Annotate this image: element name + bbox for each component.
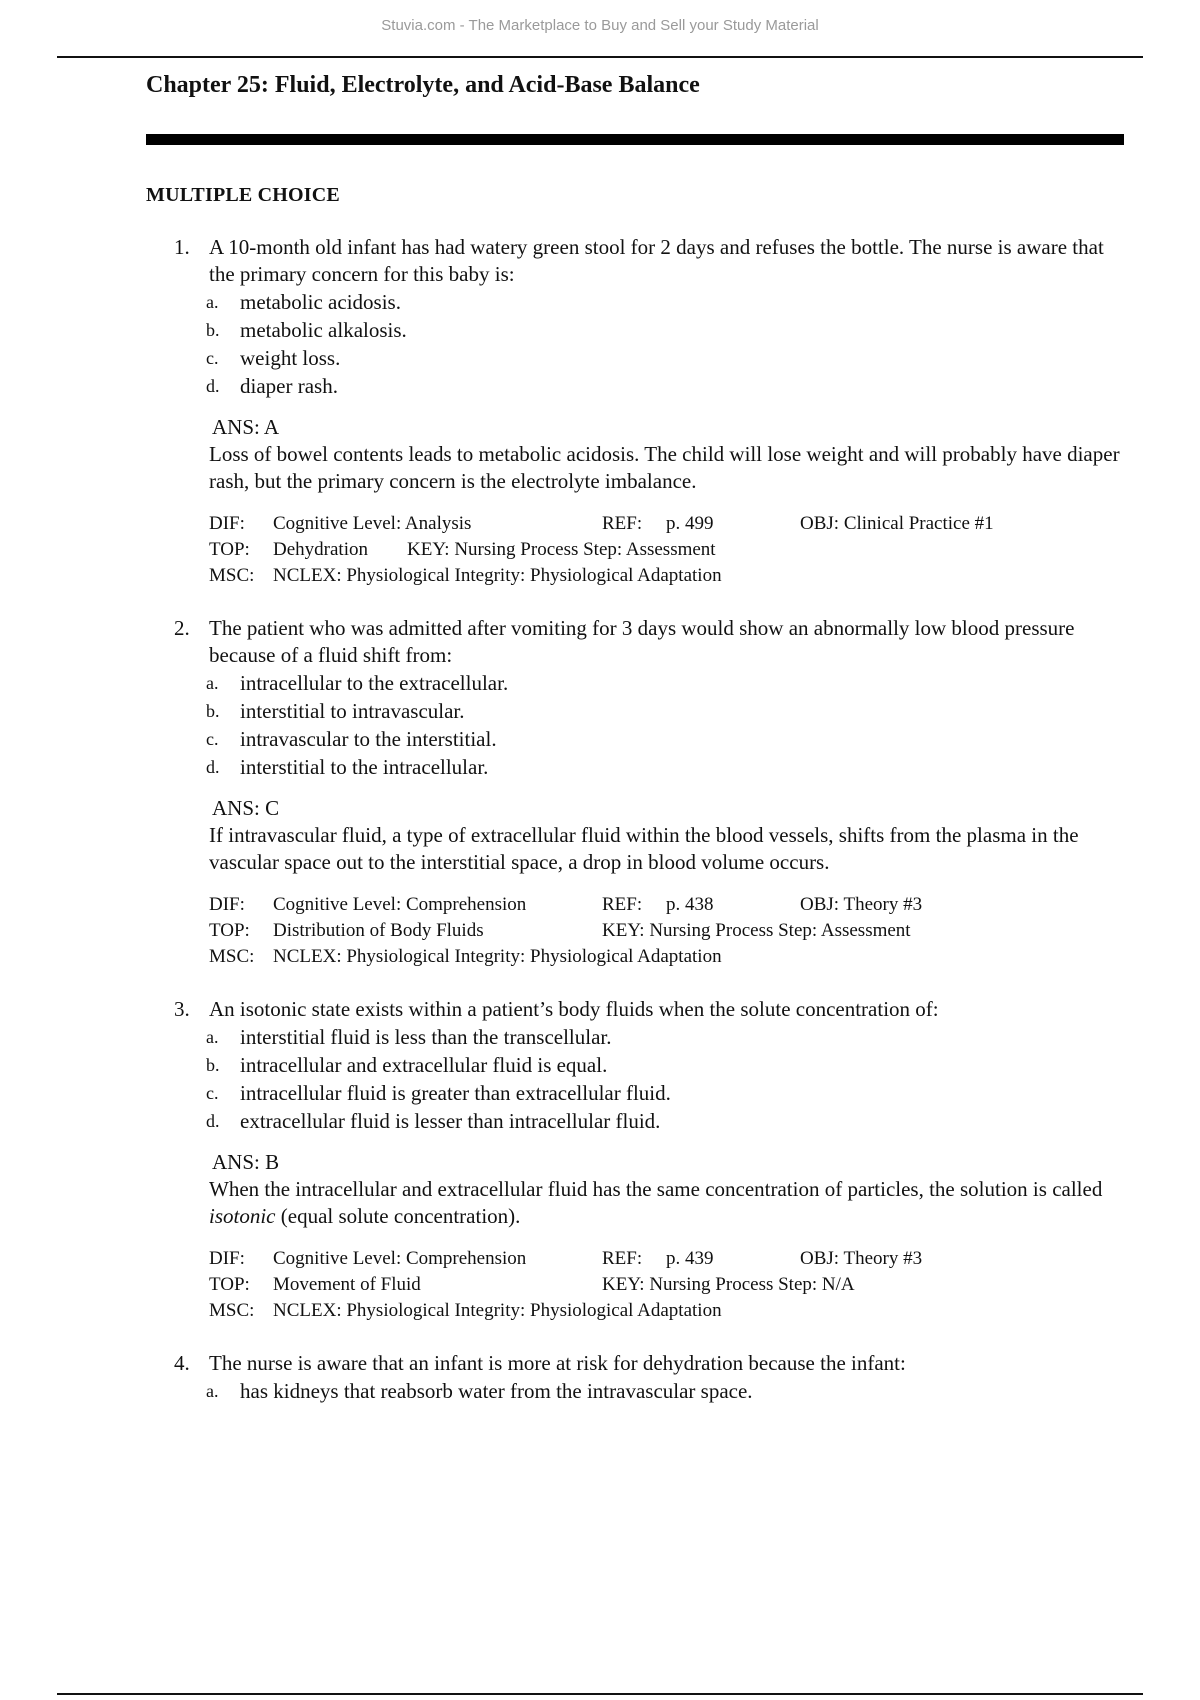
rationale: When the intracellular and extracellular fluid has the same concentration of particles, the solution is called isotonic (equal solute concentration). (209, 1177, 1103, 1228)
ref-label: REF: (602, 513, 643, 534)
option-d (0, 1107, 1200, 1135)
option-text: interstitial to the intracellular. (240, 755, 489, 779)
option-letter: b. (206, 1055, 220, 1075)
chapter-title: Chapter 25: Fluid, Electrolyte, and Acid-Base Balance (146, 72, 700, 98)
obj-value: OBJ: Clinical Practice #1 (800, 513, 994, 534)
option-list (0, 1023, 1200, 1135)
ref-value: p. 438 (666, 894, 714, 915)
option-text: extracellular fluid is lesser than intracellular fluid. (240, 1109, 661, 1133)
rationale: Loss of bowel contents leads to metabolic acidosis. The child will lose weight and will probably have diaper rash, but the primary concern is the electrolyte imbalance. (209, 442, 1120, 493)
answer-key: ANS: B (212, 1150, 280, 1174)
option-text: diaper rash. (240, 374, 338, 398)
answer-key: ANS: A (212, 415, 280, 439)
question-number: 1. (174, 235, 190, 259)
question-stem: An isotonic state exists within a patient’s body fluids when the solute concentration of: (209, 997, 939, 1021)
question-2 (0, 615, 1200, 970)
option-text: metabolic acidosis. (240, 290, 401, 314)
option-letter: a. (206, 292, 219, 312)
question-list (0, 234, 1200, 1431)
option-letter: a. (206, 1381, 219, 1401)
option-text: intravascular to the interstitial. (240, 727, 497, 751)
top-value: Dehydration (273, 539, 368, 560)
top-value: Distribution of Body Fluids (273, 920, 484, 941)
footer-rule (57, 1693, 1143, 1695)
dif-label: DIF: (209, 1248, 245, 1269)
option-a (0, 1377, 1200, 1405)
option-text: weight loss. (240, 346, 341, 370)
metadata (209, 511, 1200, 589)
option-text: interstitial to intravascular. (240, 699, 465, 723)
header-rule (57, 56, 1143, 58)
question-number: 4. (174, 1351, 190, 1375)
option-text: has kidneys that reabsorb water from the intravascular space. (240, 1379, 753, 1403)
section-heading: MULTIPLE CHOICE (146, 184, 340, 206)
option-letter: d. (206, 376, 220, 396)
option-letter: b. (206, 320, 220, 340)
msc-label: MSC: (209, 1300, 255, 1321)
option-letter: d. (206, 757, 220, 777)
msc-value: NCLEX: Physiological Integrity: Physiological Adaptation (273, 565, 722, 586)
option-letter: a. (206, 1027, 219, 1047)
option-c (0, 1079, 1200, 1107)
option-b (0, 697, 1200, 725)
dif-label: DIF: (209, 513, 245, 534)
dif-label: DIF: (209, 894, 245, 915)
option-letter: c. (206, 348, 219, 368)
question-stem: The patient who was admitted after vomiting for 3 days would show an abnormally low blood pressure because of a fluid shift from: (209, 616, 1075, 667)
answer-block (209, 795, 1125, 876)
answer-block (209, 414, 1125, 495)
option-c (0, 725, 1200, 753)
option-list (0, 288, 1200, 400)
rationale: If intravascular fluid, a type of extracellular fluid within the blood vessels, shifts from the plasma in the vascular space out to the interstitial space, a drop in blood volume occurs. (209, 823, 1079, 874)
obj-value: OBJ: Theory #3 (800, 1248, 923, 1269)
msc-label: MSC: (209, 946, 255, 967)
key-value: KEY: Nursing Process Step: Assessment (407, 539, 716, 560)
question-4 (0, 1350, 1200, 1405)
top-label: TOP: (209, 539, 250, 560)
obj-value: OBJ: Theory #3 (800, 894, 923, 915)
ref-label: REF: (602, 894, 643, 915)
option-a (0, 1023, 1200, 1051)
dif-value: Cognitive Level: Comprehension (273, 1248, 527, 1269)
ref-label: REF: (602, 1248, 643, 1269)
option-text: intracellular fluid is greater than extracellular fluid. (240, 1081, 671, 1105)
top-value: Movement of Fluid (273, 1274, 421, 1295)
option-list (0, 1377, 1200, 1405)
option-letter: c. (206, 1083, 219, 1103)
emphasis-term: isotonic (209, 1204, 276, 1228)
msc-value: NCLEX: Physiological Integrity: Physiological Adaptation (273, 946, 722, 967)
answer-block (209, 1149, 1125, 1230)
ref-value: p. 439 (666, 1248, 714, 1269)
metadata (209, 892, 1200, 970)
option-text: intracellular and extracellular fluid is equal. (240, 1053, 608, 1077)
ref-value: p. 499 (666, 513, 714, 534)
option-text: metabolic alkalosis. (240, 318, 407, 342)
option-b (0, 1051, 1200, 1079)
answer-key: ANS: C (212, 796, 280, 820)
top-label: TOP: (209, 1274, 250, 1295)
dif-value: Cognitive Level: Analysis (273, 513, 472, 534)
option-d (0, 753, 1200, 781)
msc-value: NCLEX: Physiological Integrity: Physiological Adaptation (273, 1300, 722, 1321)
top-label: TOP: (209, 920, 250, 941)
option-letter: a. (206, 673, 219, 693)
title-bar (146, 134, 1124, 145)
dif-value: Cognitive Level: Comprehension (273, 894, 527, 915)
metadata (209, 1246, 1200, 1324)
question-stem: A 10-month old infant has had watery green stool for 2 days and refuses the bottle. The nurse is aware that the primary concern for this baby is: (209, 235, 1104, 286)
option-a (0, 288, 1200, 316)
msc-label: MSC: (209, 565, 255, 586)
question-number: 2. (174, 616, 190, 640)
question-1 (0, 234, 1200, 589)
option-letter: d. (206, 1111, 220, 1131)
option-letter: c. (206, 729, 219, 749)
option-text: interstitial fluid is less than the transcellular. (240, 1025, 612, 1049)
option-a (0, 669, 1200, 697)
key-value: KEY: Nursing Process Step: Assessment (602, 920, 911, 941)
option-b (0, 316, 1200, 344)
option-letter: b. (206, 701, 220, 721)
option-d (0, 372, 1200, 400)
question-3 (0, 996, 1200, 1324)
watermark: Stuvia.com - The Marketplace to Buy and Sell your Study Material (381, 17, 819, 34)
option-text: intracellular to the extracellular. (240, 671, 509, 695)
option-c (0, 344, 1200, 372)
option-list (0, 669, 1200, 781)
question-stem: The nurse is aware that an infant is more at risk for dehydration because the infant: (209, 1351, 906, 1375)
key-value: KEY: Nursing Process Step: N/A (602, 1274, 855, 1295)
question-number: 3. (174, 997, 190, 1021)
